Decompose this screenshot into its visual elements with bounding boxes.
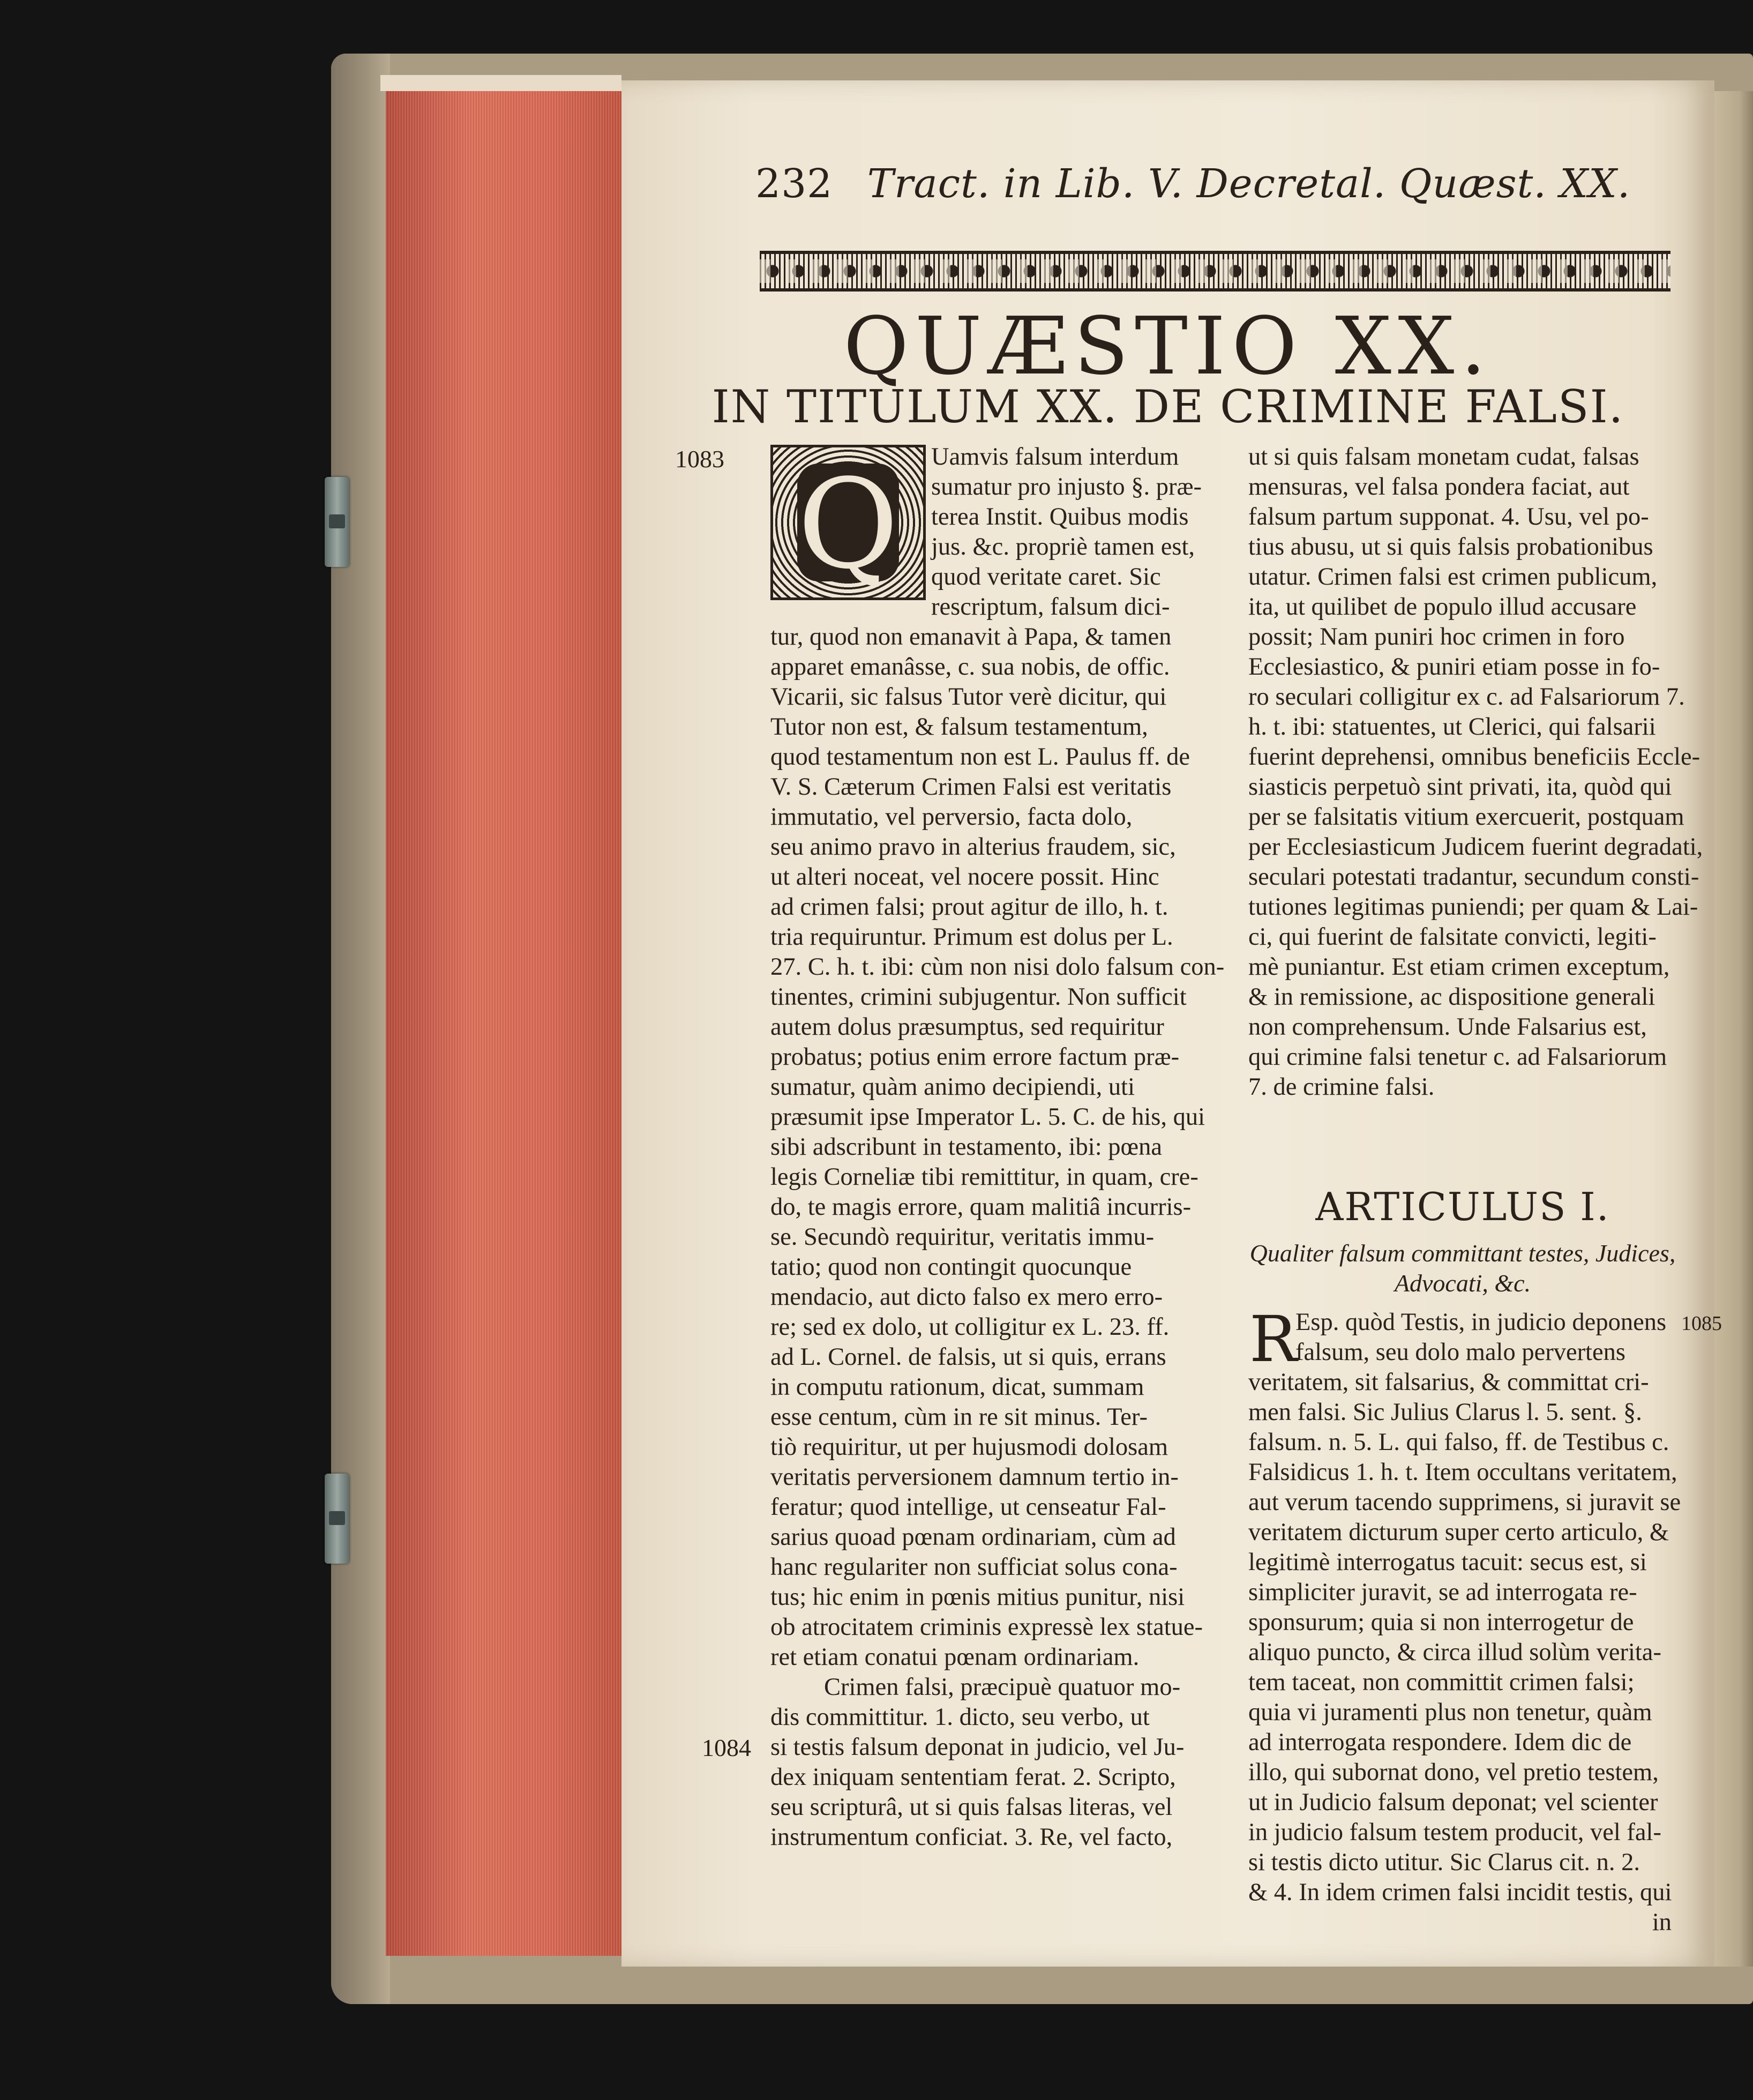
margin-number: 1084 <box>702 1734 751 1761</box>
quaestio-title: QUÆSTIO XX. <box>843 300 1493 392</box>
text-line: fuerint deprehensi, omnibus beneficiis Eccle- <box>1248 743 1700 771</box>
text-line: ut alteri noceat, vel nocere possit. Hinc <box>770 863 1159 891</box>
page-stack-top <box>380 75 621 91</box>
text-line: illo, qui subornat dono, vel pretio testem, <box>1248 1759 1659 1786</box>
text-line: Vicarii, sic falsus Tutor verè dicitur, qui <box>770 683 1167 711</box>
text-line: dex iniquam sententiam ferat. 2. Scripto, <box>770 1763 1176 1791</box>
text-line: ob atrocitatem criminis expressè lex statue- <box>770 1613 1203 1641</box>
article-subtitle-line: Advocati, &c. <box>1394 1269 1531 1297</box>
running-head <box>755 161 1630 207</box>
text-line: legitimè interrogatus tacuit: secus est, si <box>1248 1549 1647 1576</box>
text-line: falsum partum supponat. 4. Usu, vel po- <box>1248 503 1649 530</box>
red-fore-edge <box>386 80 621 1956</box>
text-line: 7. de crimine falsi. <box>1248 1073 1435 1101</box>
ornamental-band-icon <box>760 251 1670 292</box>
text-line: Tutor non est, & falsum testamentum, <box>770 713 1148 741</box>
margin-number: 1083 <box>675 445 724 473</box>
text-line: non comprehensum. Unde Falsarius est, <box>1248 1013 1647 1041</box>
text-line: in computu rationum, dicat, summam <box>770 1373 1144 1401</box>
text-line: sibi adscribunt in testamento, ibi: pœna <box>770 1133 1162 1161</box>
text-line: tiò requiritur, ut per hujusmodi dolosam <box>770 1433 1168 1461</box>
right-column <box>1248 442 1703 1102</box>
text-line: sarius quoad pœnam ordinariam, cùm ad <box>770 1523 1176 1551</box>
text-line: mendacio, aut dicto falso ex mero erro- <box>770 1283 1163 1311</box>
text-line: aliquo puncto, & circa illud solùm verita- <box>1248 1639 1661 1666</box>
text-line: si testis falsum deponat in judicio, vel Ju- <box>770 1733 1185 1761</box>
text-line: tus; hic enim in pœnis mitius punitur, nisi <box>770 1583 1185 1611</box>
facing-page-edge <box>1709 91 1753 1967</box>
article-initial-letter: R <box>1249 1302 1297 1376</box>
text-line: tem taceat, non committit crimen falsi; <box>1248 1669 1635 1696</box>
text-line: aut verum tacendo supprimens, si juravit se <box>1248 1489 1681 1516</box>
text-line: sumatur, quàm animo decipiendi, uti <box>770 1073 1135 1101</box>
text-line: & 4. In idem crimen falsi incidit testis, qui <box>1248 1879 1672 1906</box>
article-body <box>1248 1302 1681 1938</box>
text-line: jus. &c. propriè tamen est, <box>931 533 1195 561</box>
book-board <box>331 54 390 2004</box>
text-line: veritatem dicturum super certo articulo, & <box>1248 1519 1669 1546</box>
text-line: tatio; quod non contingit quocunque <box>770 1253 1132 1281</box>
text-line: Esp. quòd Testis, in judicio deponens <box>1295 1309 1667 1336</box>
text-line: tutiones legitimas puniendi; per quam & Lai- <box>1248 893 1698 921</box>
text-line: mensuras, vel falsa pondera faciat, aut <box>1248 473 1630 500</box>
text-line: tius abusu, ut si quis falsis probationibus <box>1248 533 1653 561</box>
article-subtitle-line: Qualiter falsum committant testes, Judices, <box>1249 1239 1676 1267</box>
article-heading: ARTICULUS I. <box>1315 1184 1610 1229</box>
page-number: 232 <box>755 161 833 207</box>
clasp-icon <box>325 477 349 567</box>
text-line: 27. C. h. t. ibi: cùm non nisi dolo falsum con- <box>770 953 1225 981</box>
text-line: Falsidicus 1. h. t. Item occultans veritatem, <box>1248 1459 1677 1486</box>
text-line: immutatio, vel perversio, facta dolo, <box>770 803 1133 831</box>
book-page <box>621 80 1722 1967</box>
text-line: veritatis perversionem damnum tertio in- <box>770 1463 1179 1491</box>
text-line: terea Instit. Quibus modis <box>931 503 1189 530</box>
text-line: in judicio falsum testem producit, vel fal- <box>1248 1819 1661 1846</box>
text-line: quia vi juramenti plus non tenetur, quàm <box>1248 1699 1652 1726</box>
text-line: siasticis perpetuò sint privati, ita, quòd qui <box>1248 773 1672 801</box>
dropcap-letter: Q <box>797 453 899 596</box>
text-line: tinentes, crimini subjugentur. Non sufficit <box>770 983 1187 1011</box>
text-line: falsum, seu dolo malo pervertens <box>1295 1339 1625 1366</box>
text-line: ci, qui fuerint de falsitate convicti, legiti- <box>1248 923 1657 951</box>
text-line: Uamvis falsum interdum <box>931 443 1179 470</box>
text-line: re; sed ex dolo, ut colligitur ex L. 23. ff. <box>770 1313 1170 1341</box>
text-line: Ecclesiastico, & puniri etiam posse in fo- <box>1248 653 1660 681</box>
text-line: seu scripturâ, ut si quis falsas literas, vel <box>770 1793 1173 1821</box>
running-head-title: Tract. in Lib. V. Decretal. Quæst. XX. <box>867 161 1631 207</box>
text-line: veritatem, sit falsarius, & committat cri- <box>1248 1369 1649 1396</box>
text-line: mè puniantur. Est etiam crimen exceptum, <box>1248 953 1670 981</box>
text-line: ita, ut quilibet de populo illud accusare <box>1248 593 1637 621</box>
text-line: probatus; potius enim errore factum præ- <box>770 1043 1180 1071</box>
article-subtitle <box>1248 1238 1677 1298</box>
text-line: dis committitur. 1. dicto, seu verbo, ut <box>770 1703 1150 1731</box>
text-line: sumatur pro injusto §. præ- <box>931 473 1202 500</box>
text-line: ad L. Cornel. de falsis, ut si quis, errans <box>770 1343 1166 1371</box>
text-line: ad interrogata respondere. Idem dic de <box>1248 1729 1632 1756</box>
text-line: ut in Judicio falsum deponat; vel scienter <box>1248 1789 1658 1816</box>
text-line: tria requiruntur. Primum est dolus per L. <box>770 923 1173 951</box>
text-line: si testis dicto utitur. Sic Clarus cit. n. 2. <box>1248 1849 1640 1876</box>
text-line: do, te magis errore, quam malitiâ incurris- <box>770 1193 1192 1221</box>
text-line: men falsi. Sic Julius Clarus l. 5. sent. §. <box>1248 1399 1642 1426</box>
text-line: præsumit ipse Imperator L. 5. C. de his, qui <box>770 1103 1205 1131</box>
text-line: utatur. Crimen falsi est crimen publicum, <box>1248 563 1658 591</box>
text-line: seculari potestati tradantur, secundum consti- <box>1248 863 1699 891</box>
text-line: per Ecclesiasticum Judicem fuerint degradati, <box>1248 833 1703 861</box>
text-line: in <box>1652 1909 1672 1936</box>
text-line: ad crimen falsi; prout agitur de illo, h. t. <box>770 893 1168 921</box>
left-column <box>770 442 1247 1852</box>
margin-number: 1085 <box>1681 1312 1722 1335</box>
text-line: quod testamentum non est L. Paulus ff. de <box>770 743 1190 771</box>
text-line: & in remissione, ac dispositione generali <box>1248 983 1655 1011</box>
text-line: ut si quis falsam monetam cudat, falsas <box>1248 443 1639 470</box>
text-line: ro seculari colligitur ex c. ad Falsariorum 7. <box>1248 683 1685 711</box>
text-line: h. t. ibi: statuentes, ut Clerici, qui falsarii <box>1248 713 1656 741</box>
clasp-icon <box>325 1474 349 1564</box>
text-line: qui crimine falsi tenetur c. ad Falsariorum <box>1248 1043 1667 1071</box>
text-line: ret etiam conatui pœnam ordinariam. <box>770 1643 1140 1671</box>
text-line: instrumentum conficiat. 3. Re, vel facto, <box>770 1824 1173 1851</box>
quaestio-subtitle: IN TITULUM XX. DE CRIMINE FALSI. <box>711 380 1624 433</box>
text-line: feratur; quod intellige, ut censeatur Fal- <box>770 1493 1166 1521</box>
text-line: Crimen falsi, præcipuè quatuor mo- <box>824 1673 1181 1701</box>
text-line: rescriptum, falsum dici- <box>931 593 1170 621</box>
text-line: V. S. Cæterum Crimen Falsi est veritatis <box>770 773 1172 801</box>
text-line: quod veritate caret. Sic <box>931 563 1161 591</box>
text-line: simpliciter juravit, se ad interrogata re- <box>1248 1579 1637 1606</box>
text-line: legis Corneliæ tibi remittitur, in quam, cre- <box>770 1163 1198 1191</box>
text-line: per se falsitatis vitium exercuerit, postquam <box>1248 803 1684 831</box>
text-line: falsum. n. 5. L. qui falso, ff. de Testibus c. <box>1248 1429 1669 1456</box>
text-line: sponsurum; quia si non interrogetur de <box>1248 1609 1634 1636</box>
text-line: se. Secundò requiritur, veritatis immu- <box>770 1223 1155 1251</box>
text-line: possit; Nam puniri hoc crimen in foro <box>1248 623 1625 651</box>
text-line: seu animo pravo in alterius fraudem, sic, <box>770 833 1176 861</box>
text-line: apparet emanâsse, c. sua nobis, de offic. <box>770 653 1170 681</box>
text-line: autem dolus præsumptus, sed requiritur <box>770 1013 1164 1041</box>
text-line: esse centum, cùm in re sit minus. Ter- <box>770 1403 1148 1431</box>
text-line: hanc regulariter non sufficiat solus cona- <box>770 1553 1178 1581</box>
text-line: tur, quod non emanavit à Papa, & tamen <box>770 623 1172 651</box>
